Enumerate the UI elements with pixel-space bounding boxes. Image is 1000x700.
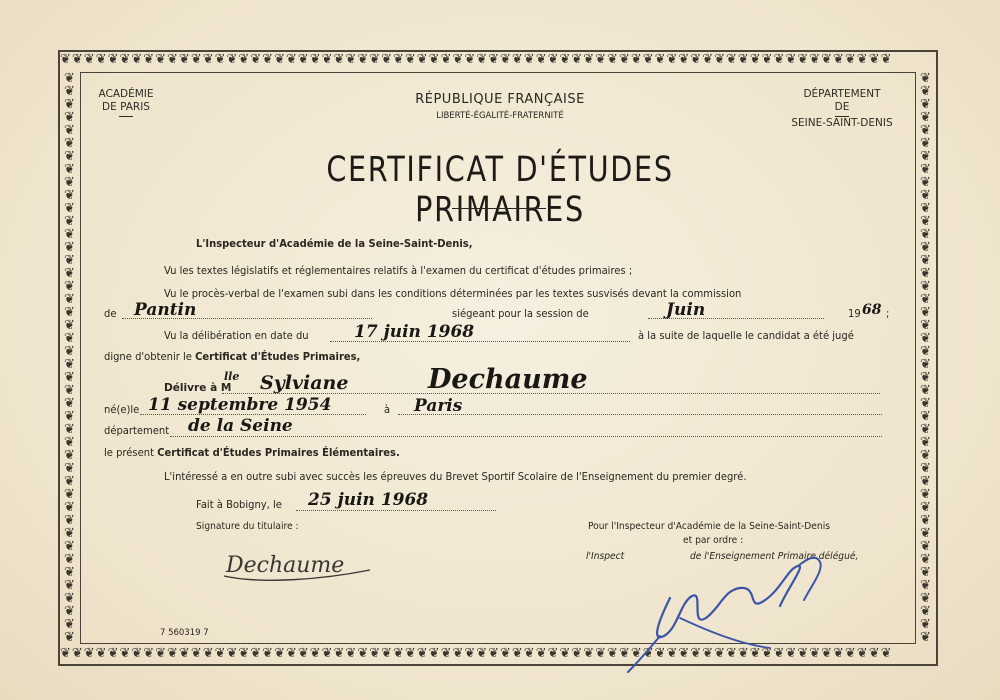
fait-date: 25 juin 1968 [308,490,429,510]
departement-label: département [104,425,170,437]
departement-value: de la Seine [188,416,293,436]
ornament-bottom: ❦❦❦❦❦❦❦❦❦❦❦❦❦❦❦❦❦❦❦❦❦❦❦❦❦❦❦❦❦❦❦❦❦❦❦❦❦❦❦❦❦❦❦❦❦❦❦❦❦❦❦❦❦❦❦❦❦❦❦❦❦❦❦❦❦❦❦❦❦❦ [60,647,893,661]
birth-date: 11 septembre 1954 [148,395,332,415]
digne-line [104,351,360,363]
titulaire-signature [220,540,380,590]
academie-line2: DE PARIS [102,101,150,113]
digne-bold: Certificat d'Études Primaires, [195,351,361,363]
departement-block [790,88,894,130]
serial-number: 7 560319 7 [160,628,209,638]
birth-place-dots [398,414,882,415]
fait-dots [296,510,496,511]
academie-line1: ACADÉMIE [98,88,154,100]
suite-label: à la suite de laquelle le candidat a été jugé [638,330,854,342]
pour-inspecteur-label: Pour l'Inspecteur d'Académie de la Seine-Saint-Denis [588,521,830,532]
departement-line1: DÉPARTEMENT [803,88,881,100]
surname: Dechaume [428,364,588,395]
departement-dots [170,436,882,437]
session-year: 68 [862,302,882,318]
birth-place: Paris [414,396,463,416]
title-superscript: lle [224,370,240,383]
a-label: à [384,404,391,416]
inspecteur-line: L'Inspecteur d'Académie de la Seine-Saint-Denis, [196,238,473,250]
session-month: Juin [666,300,706,320]
titulaire-signature-text: Dechaume [226,553,345,578]
academie-block [96,88,156,117]
commission-value: Pantin [134,300,197,320]
vu-deliberation-label: Vu la délibération en date du [164,330,309,342]
signature-titulaire-label: Signature du titulaire : [196,521,299,532]
republique-title: RÉPUBLIQUE FRANÇAISE [415,92,585,107]
present-bold: Certificat d'Études Primaires Élémentaires. [157,447,400,459]
inspector-signature [620,548,840,678]
departement-line3: SEINE-SAINT-DENIS [791,117,893,129]
deliberation-date: 17 juin 1968 [354,322,475,342]
nee-label: né(e)le [104,404,140,416]
brevet-line: L'intéressé a en outre subi avec succès les épreuves du Brevet Sportif Scolaire de l'Enseignement du premier degré. [164,471,747,483]
inspect-label: l'Inspect [586,551,625,562]
ornament-left: ❦❦❦❦❦❦❦❦❦❦❦❦❦❦❦❦❦❦❦❦❦❦❦❦❦❦❦❦❦❦❦❦❦❦❦❦❦❦❦❦❦❦❦❦ [64,72,76,644]
republique-motto: LIBERTÉ-ÉGALITÉ-FRATERNITÉ [436,111,564,121]
title-rule [452,208,546,209]
present-prefix: le présent [104,447,155,459]
first-name: Sylviane [260,372,349,394]
de-label: de [104,308,117,320]
year-prefix: 19 [848,308,861,320]
enseignement-label: de l'Enseignement Primaire délégué, [690,551,859,562]
present-line [104,447,400,459]
ornament-right: ❦❦❦❦❦❦❦❦❦❦❦❦❦❦❦❦❦❦❦❦❦❦❦❦❦❦❦❦❦❦❦❦❦❦❦❦❦❦❦❦❦❦❦❦ [920,72,932,644]
certificate-title: CERTIFICAT D'ÉTUDES PRIMAIRES [326,150,674,230]
par-ordre-label: et par ordre : [683,535,744,546]
digne-prefix: digne d'obtenir le [104,351,192,363]
semicolon-1: ; [886,308,890,320]
departement-line2: DE [834,101,850,113]
siegeant-label: siégeant pour la session de [452,308,589,320]
delivre-label: Délivre à M [164,381,232,394]
ornament-top: ❦❦❦❦❦❦❦❦❦❦❦❦❦❦❦❦❦❦❦❦❦❦❦❦❦❦❦❦❦❦❦❦❦❦❦❦❦❦❦❦❦❦❦❦❦❦❦❦❦❦❦❦❦❦❦❦❦❦❦❦❦❦❦❦❦❦❦❦❦❦ [60,53,893,67]
republique-block [380,92,620,121]
academie-dash [119,116,133,117]
fait-label: Fait à Bobigny, le [196,499,282,511]
vu-proces-verbal-line: Vu le procès-verbal de l'examen subi dans les conditions déterminées par les textes susvisés devant la commission [164,288,742,300]
vu-textes-line: Vu les textes législatifs et réglementaires relatifs à l'examen du certificat d'études primaires ; [164,265,633,277]
